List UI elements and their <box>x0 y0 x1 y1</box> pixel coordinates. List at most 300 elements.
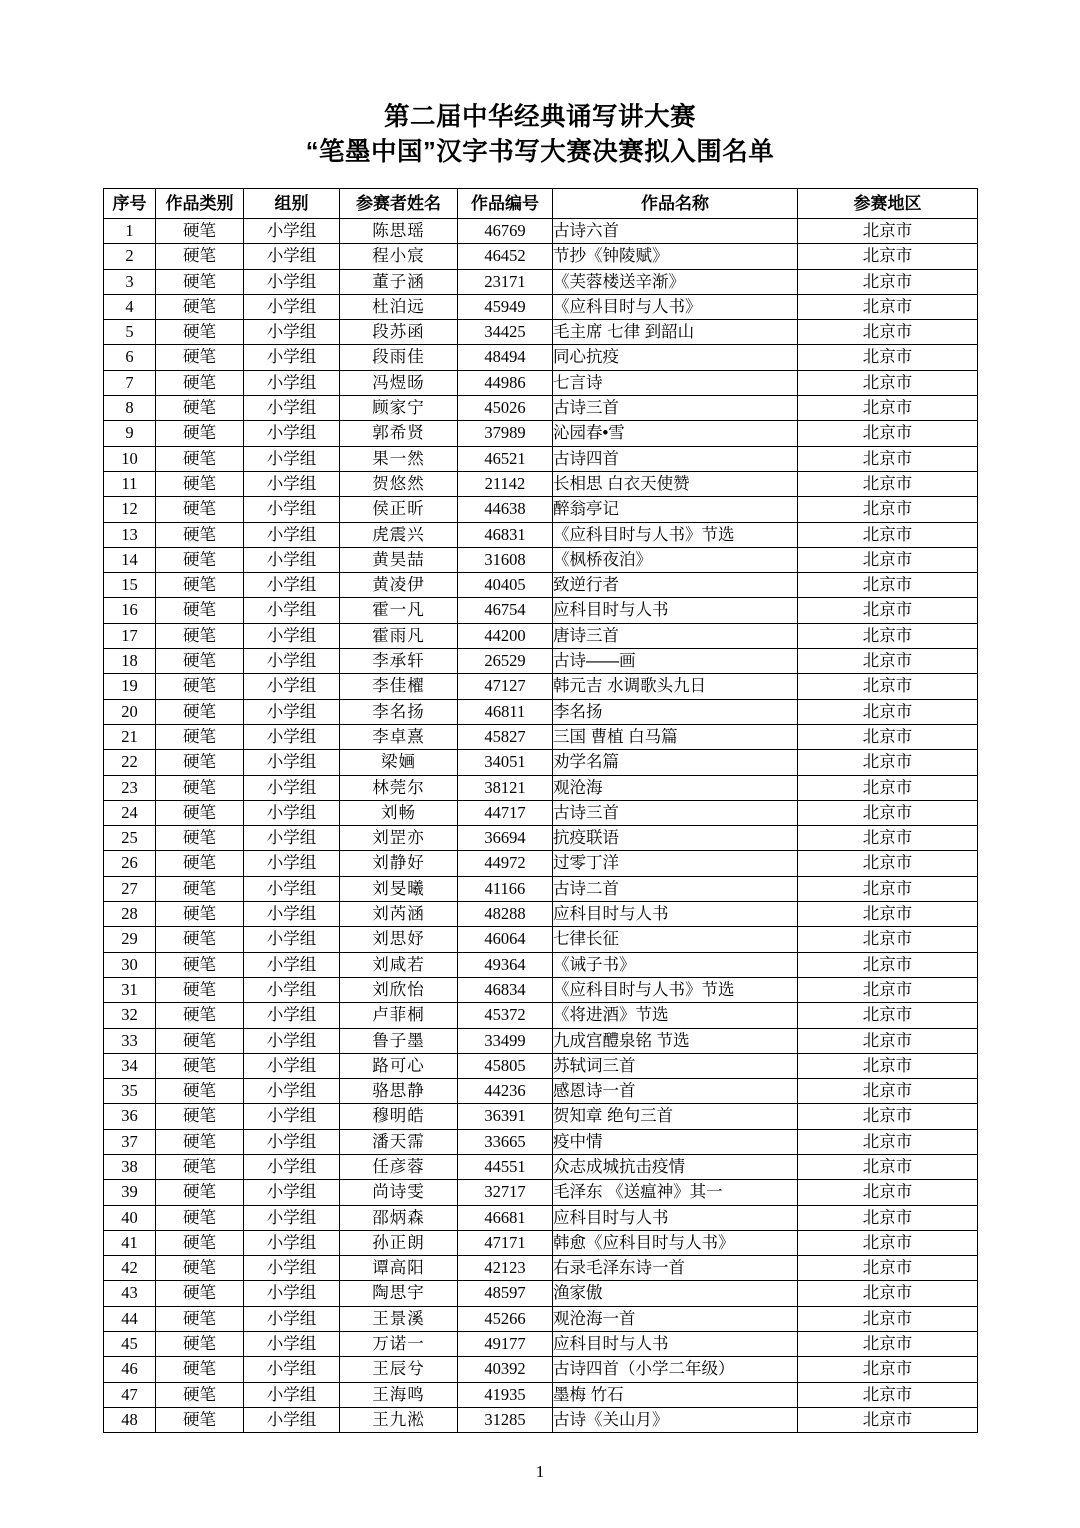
column-header-group: 组别 <box>244 189 340 219</box>
cell-group: 小学组 <box>244 826 340 851</box>
cell-index: 36 <box>104 1104 156 1129</box>
cell-code: 21142 <box>458 471 553 496</box>
table-row <box>104 750 978 775</box>
cell-name: 王九淞 <box>340 1407 458 1432</box>
cell-area: 北京市 <box>798 1053 978 1078</box>
cell-category: 硬笔 <box>156 320 244 345</box>
table-row <box>104 1230 978 1255</box>
cell-group: 小学组 <box>244 1205 340 1230</box>
cell-code: 44986 <box>458 370 553 395</box>
column-header-area: 参赛地区 <box>798 189 978 219</box>
cell-code: 44200 <box>458 623 553 648</box>
cell-index: 47 <box>104 1382 156 1407</box>
cell-work: 应科目时与人书 <box>553 598 798 623</box>
cell-code: 46521 <box>458 446 553 471</box>
cell-work: 致逆行者 <box>553 573 798 598</box>
cell-name: 刘思妤 <box>340 927 458 952</box>
cell-index: 48 <box>104 1407 156 1432</box>
table-row <box>104 927 978 952</box>
cell-category: 硬笔 <box>156 1180 244 1205</box>
cell-category: 硬笔 <box>156 522 244 547</box>
cell-group: 小学组 <box>244 573 340 598</box>
cell-work: 《芙蓉楼送辛渐》 <box>553 269 798 294</box>
cell-code: 46681 <box>458 1205 553 1230</box>
cell-code: 45827 <box>458 724 553 749</box>
cell-name: 段苏函 <box>340 320 458 345</box>
cell-code: 45266 <box>458 1306 553 1331</box>
table-row <box>104 1180 978 1205</box>
cell-area: 北京市 <box>798 977 978 1002</box>
cell-index: 17 <box>104 623 156 648</box>
cell-name: 刘畅 <box>340 800 458 825</box>
cell-name: 郭希贤 <box>340 421 458 446</box>
cell-work: 毛泽东 《送瘟神》其一 <box>553 1180 798 1205</box>
cell-index: 41 <box>104 1230 156 1255</box>
table-header-row <box>104 189 978 219</box>
cell-code: 38121 <box>458 775 553 800</box>
cell-area: 北京市 <box>798 522 978 547</box>
cell-code: 46769 <box>458 219 553 244</box>
cell-area: 北京市 <box>798 598 978 623</box>
cell-work: 抗疫联语 <box>553 826 798 851</box>
table-row <box>104 851 978 876</box>
cell-work: 李名扬 <box>553 699 798 724</box>
cell-index: 38 <box>104 1154 156 1179</box>
cell-work: 《诫子书》 <box>553 952 798 977</box>
table-row <box>104 1306 978 1331</box>
cell-code: 26529 <box>458 649 553 674</box>
cell-area: 北京市 <box>798 219 978 244</box>
cell-category: 硬笔 <box>156 1053 244 1078</box>
table-row <box>104 775 978 800</box>
cell-area: 北京市 <box>798 902 978 927</box>
page-title-line-1: 第二届中华经典诵写讲大赛 <box>383 103 696 131</box>
cell-group: 小学组 <box>244 1003 340 1028</box>
cell-name: 程小宸 <box>340 244 458 269</box>
cell-index: 25 <box>104 826 156 851</box>
table-row <box>104 1332 978 1357</box>
cell-category: 硬笔 <box>156 446 244 471</box>
table-row <box>104 826 978 851</box>
table-row <box>104 294 978 319</box>
cell-code: 37989 <box>458 421 553 446</box>
cell-name: 刘芮涵 <box>340 902 458 927</box>
cell-index: 27 <box>104 876 156 901</box>
cell-index: 22 <box>104 750 156 775</box>
cell-code: 48288 <box>458 902 553 927</box>
cell-index: 14 <box>104 547 156 572</box>
table-row <box>104 1407 978 1432</box>
cell-index: 31 <box>104 977 156 1002</box>
cell-area: 北京市 <box>798 649 978 674</box>
table-row <box>104 699 978 724</box>
cell-area: 北京市 <box>798 471 978 496</box>
cell-work: 三国 曹植 白马篇 <box>553 724 798 749</box>
cell-work: 沁园春•雪 <box>553 421 798 446</box>
cell-code: 31285 <box>458 1407 553 1432</box>
cell-code: 44717 <box>458 800 553 825</box>
cell-work: 古诗二首 <box>553 876 798 901</box>
table-row <box>104 396 978 421</box>
cell-area: 北京市 <box>798 1028 978 1053</box>
cell-work: 应科目时与人书 <box>553 902 798 927</box>
cell-area: 北京市 <box>798 244 978 269</box>
cell-name: 邵炳森 <box>340 1205 458 1230</box>
cell-group: 小学组 <box>244 1180 340 1205</box>
cell-area: 北京市 <box>798 269 978 294</box>
cell-index: 35 <box>104 1079 156 1104</box>
cell-area: 北京市 <box>798 952 978 977</box>
cell-code: 36694 <box>458 826 553 851</box>
cell-group: 小学组 <box>244 1104 340 1129</box>
cell-index: 13 <box>104 522 156 547</box>
cell-name: 李佳櫂 <box>340 674 458 699</box>
cell-work: 毛主席 七律 到韶山 <box>553 320 798 345</box>
cell-group: 小学组 <box>244 522 340 547</box>
cell-code: 32717 <box>458 1180 553 1205</box>
cell-category: 硬笔 <box>156 750 244 775</box>
cell-area: 北京市 <box>798 1357 978 1382</box>
cell-index: 46 <box>104 1357 156 1382</box>
cell-code: 45026 <box>458 396 553 421</box>
cell-area: 北京市 <box>798 320 978 345</box>
cell-area: 北京市 <box>798 927 978 952</box>
cell-index: 40 <box>104 1205 156 1230</box>
cell-code: 34051 <box>458 750 553 775</box>
roster-table <box>103 188 978 1433</box>
cell-index: 24 <box>104 800 156 825</box>
table-row <box>104 623 978 648</box>
cell-name: 霍雨凡 <box>340 623 458 648</box>
cell-group: 小学组 <box>244 851 340 876</box>
cell-index: 29 <box>104 927 156 952</box>
cell-code: 47127 <box>458 674 553 699</box>
cell-index: 4 <box>104 294 156 319</box>
cell-work: 众志成城抗击疫情 <box>553 1154 798 1179</box>
cell-name: 鲁子墨 <box>340 1028 458 1053</box>
cell-code: 46811 <box>458 699 553 724</box>
cell-group: 小学组 <box>244 902 340 927</box>
cell-work: 贺知章 绝句三首 <box>553 1104 798 1129</box>
cell-group: 小学组 <box>244 294 340 319</box>
cell-area: 北京市 <box>798 1230 978 1255</box>
cell-category: 硬笔 <box>156 724 244 749</box>
cell-index: 37 <box>104 1129 156 1154</box>
cell-group: 小学组 <box>244 370 340 395</box>
cell-work: 感恩诗一首 <box>553 1079 798 1104</box>
cell-code: 45805 <box>458 1053 553 1078</box>
cell-code: 47171 <box>458 1230 553 1255</box>
roster-table-body <box>104 219 978 1433</box>
cell-name: 王辰兮 <box>340 1357 458 1382</box>
table-row <box>104 370 978 395</box>
cell-group: 小学组 <box>244 1154 340 1179</box>
cell-code: 46831 <box>458 522 553 547</box>
cell-name: 刘罡亦 <box>340 826 458 851</box>
cell-category: 硬笔 <box>156 1281 244 1306</box>
cell-name: 虎震兴 <box>340 522 458 547</box>
cell-code: 46754 <box>458 598 553 623</box>
cell-index: 7 <box>104 370 156 395</box>
cell-index: 1 <box>104 219 156 244</box>
cell-category: 硬笔 <box>156 699 244 724</box>
table-row <box>104 724 978 749</box>
cell-name: 王景溪 <box>340 1306 458 1331</box>
cell-name: 陈思瑶 <box>340 219 458 244</box>
table-row <box>104 902 978 927</box>
cell-name: 潘天霈 <box>340 1129 458 1154</box>
cell-work: 疫中情 <box>553 1129 798 1154</box>
cell-index: 23 <box>104 775 156 800</box>
cell-code: 40392 <box>458 1357 553 1382</box>
cell-category: 硬笔 <box>156 244 244 269</box>
cell-category: 硬笔 <box>156 573 244 598</box>
cell-index: 21 <box>104 724 156 749</box>
cell-category: 硬笔 <box>156 1104 244 1129</box>
cell-work: 古诗四首（小学二年级） <box>553 1357 798 1382</box>
cell-index: 32 <box>104 1003 156 1028</box>
cell-area: 北京市 <box>798 826 978 851</box>
cell-group: 小学组 <box>244 1382 340 1407</box>
cell-area: 北京市 <box>798 294 978 319</box>
table-row <box>104 1129 978 1154</box>
column-header-code: 作品编号 <box>458 189 553 219</box>
cell-index: 5 <box>104 320 156 345</box>
cell-work: 过零丁洋 <box>553 851 798 876</box>
table-row <box>104 1281 978 1306</box>
cell-area: 北京市 <box>798 800 978 825</box>
cell-category: 硬笔 <box>156 421 244 446</box>
cell-area: 北京市 <box>798 750 978 775</box>
cell-name: 陶思宇 <box>340 1281 458 1306</box>
cell-group: 小学组 <box>244 775 340 800</box>
cell-category: 硬笔 <box>156 1003 244 1028</box>
cell-code: 44236 <box>458 1079 553 1104</box>
cell-name: 万诺一 <box>340 1332 458 1357</box>
cell-index: 26 <box>104 851 156 876</box>
table-row <box>104 1028 978 1053</box>
table-row <box>104 1053 978 1078</box>
cell-group: 小学组 <box>244 1079 340 1104</box>
cell-category: 硬笔 <box>156 623 244 648</box>
cell-work: 韩愈《应科目时与人书》 <box>553 1230 798 1255</box>
cell-name: 贺悠然 <box>340 471 458 496</box>
cell-group: 小学组 <box>244 649 340 674</box>
cell-group: 小学组 <box>244 1053 340 1078</box>
table-row <box>104 547 978 572</box>
cell-category: 硬笔 <box>156 219 244 244</box>
table-row <box>104 1003 978 1028</box>
cell-group: 小学组 <box>244 1281 340 1306</box>
cell-category: 硬笔 <box>156 902 244 927</box>
cell-code: 45949 <box>458 294 553 319</box>
cell-index: 45 <box>104 1332 156 1357</box>
cell-name: 李名扬 <box>340 699 458 724</box>
cell-code: 31608 <box>458 547 553 572</box>
cell-index: 11 <box>104 471 156 496</box>
column-header-category: 作品类别 <box>156 189 244 219</box>
cell-work: 古诗《关山月》 <box>553 1407 798 1432</box>
cell-group: 小学组 <box>244 876 340 901</box>
cell-area: 北京市 <box>798 674 978 699</box>
cell-group: 小学组 <box>244 977 340 1002</box>
cell-group: 小学组 <box>244 1028 340 1053</box>
cell-work: 古诗三首 <box>553 800 798 825</box>
table-row <box>104 1079 978 1104</box>
cell-name: 尚诗雯 <box>340 1180 458 1205</box>
cell-name: 刘旻曦 <box>340 876 458 901</box>
cell-area: 北京市 <box>798 1129 978 1154</box>
cell-category: 硬笔 <box>156 345 244 370</box>
cell-work: 七律长征 <box>553 927 798 952</box>
cell-index: 12 <box>104 497 156 522</box>
cell-category: 硬笔 <box>156 497 244 522</box>
cell-work: 墨梅 竹石 <box>553 1382 798 1407</box>
cell-category: 硬笔 <box>156 269 244 294</box>
cell-group: 小学组 <box>244 345 340 370</box>
cell-category: 硬笔 <box>156 598 244 623</box>
cell-code: 41166 <box>458 876 553 901</box>
cell-category: 硬笔 <box>156 977 244 1002</box>
cell-group: 小学组 <box>244 1357 340 1382</box>
cell-index: 28 <box>104 902 156 927</box>
cell-group: 小学组 <box>244 952 340 977</box>
cell-group: 小学组 <box>244 598 340 623</box>
cell-name: 林莞尔 <box>340 775 458 800</box>
cell-work: 《应科目时与人书》节选 <box>553 977 798 1002</box>
cell-category: 硬笔 <box>156 1154 244 1179</box>
cell-category: 硬笔 <box>156 1407 244 1432</box>
table-row <box>104 876 978 901</box>
cell-area: 北京市 <box>798 421 978 446</box>
cell-name: 穆明皓 <box>340 1104 458 1129</box>
cell-name: 孙正朗 <box>340 1230 458 1255</box>
cell-name: 黄昊喆 <box>340 547 458 572</box>
cell-index: 15 <box>104 573 156 598</box>
cell-category: 硬笔 <box>156 294 244 319</box>
cell-code: 44638 <box>458 497 553 522</box>
cell-group: 小学组 <box>244 1407 340 1432</box>
cell-code: 33499 <box>458 1028 553 1053</box>
cell-work: 古诗六首 <box>553 219 798 244</box>
table-row <box>104 1104 978 1129</box>
table-row <box>104 244 978 269</box>
cell-work: 应科目时与人书 <box>553 1332 798 1357</box>
cell-category: 硬笔 <box>156 370 244 395</box>
cell-work: 渔家傲 <box>553 1281 798 1306</box>
cell-area: 北京市 <box>798 623 978 648</box>
cell-name: 卢菲桐 <box>340 1003 458 1028</box>
cell-code: 46064 <box>458 927 553 952</box>
cell-index: 6 <box>104 345 156 370</box>
cell-category: 硬笔 <box>156 800 244 825</box>
cell-category: 硬笔 <box>156 876 244 901</box>
cell-area: 北京市 <box>798 1154 978 1179</box>
cell-area: 北京市 <box>798 345 978 370</box>
cell-code: 36391 <box>458 1104 553 1129</box>
table-row <box>104 421 978 446</box>
cell-category: 硬笔 <box>156 952 244 977</box>
cell-name: 路可心 <box>340 1053 458 1078</box>
cell-code: 44972 <box>458 851 553 876</box>
cell-code: 49177 <box>458 1332 553 1357</box>
cell-index: 18 <box>104 649 156 674</box>
cell-work: 《枫桥夜泊》 <box>553 547 798 572</box>
table-row <box>104 952 978 977</box>
column-header-name: 参赛者姓名 <box>340 189 458 219</box>
cell-group: 小学组 <box>244 927 340 952</box>
table-row <box>104 674 978 699</box>
cell-category: 硬笔 <box>156 1357 244 1382</box>
cell-group: 小学组 <box>244 269 340 294</box>
cell-code: 48494 <box>458 345 553 370</box>
cell-index: 42 <box>104 1256 156 1281</box>
cell-group: 小学组 <box>244 1332 340 1357</box>
cell-group: 小学组 <box>244 421 340 446</box>
table-row <box>104 446 978 471</box>
cell-area: 北京市 <box>798 1332 978 1357</box>
cell-work: 节抄《钟陵赋》 <box>553 244 798 269</box>
cell-index: 44 <box>104 1306 156 1331</box>
cell-area: 北京市 <box>798 1382 978 1407</box>
roster-table-head <box>104 189 978 219</box>
cell-group: 小学组 <box>244 497 340 522</box>
cell-area: 北京市 <box>798 1256 978 1281</box>
cell-area: 北京市 <box>798 775 978 800</box>
cell-area: 北京市 <box>798 573 978 598</box>
cell-category: 硬笔 <box>156 927 244 952</box>
cell-code: 41935 <box>458 1382 553 1407</box>
cell-category: 硬笔 <box>156 547 244 572</box>
cell-group: 小学组 <box>244 674 340 699</box>
cell-index: 33 <box>104 1028 156 1053</box>
table-row <box>104 649 978 674</box>
table-row <box>104 219 978 244</box>
cell-group: 小学组 <box>244 1129 340 1154</box>
page-number: 1 <box>535 1462 545 1481</box>
cell-work: 《应科目时与人书》 <box>553 294 798 319</box>
cell-area: 北京市 <box>798 724 978 749</box>
cell-name: 顾家宁 <box>340 396 458 421</box>
table-row <box>104 1256 978 1281</box>
cell-area: 北京市 <box>798 497 978 522</box>
cell-index: 34 <box>104 1053 156 1078</box>
cell-area: 北京市 <box>798 876 978 901</box>
cell-group: 小学组 <box>244 1306 340 1331</box>
page-title-line-2: “笔墨中国”汉字书写大赛决赛拟入围名单 <box>305 138 775 166</box>
cell-name: 果一然 <box>340 446 458 471</box>
cell-group: 小学组 <box>244 244 340 269</box>
cell-index: 20 <box>104 699 156 724</box>
cell-category: 硬笔 <box>156 1306 244 1331</box>
cell-work: 观沧海一首 <box>553 1306 798 1331</box>
cell-work: 右录毛泽东诗一首 <box>553 1256 798 1281</box>
cell-group: 小学组 <box>244 219 340 244</box>
cell-work: 九成宫醴泉铭 节选 <box>553 1028 798 1053</box>
table-row <box>104 320 978 345</box>
cell-group: 小学组 <box>244 623 340 648</box>
cell-category: 硬笔 <box>156 396 244 421</box>
table-row <box>104 471 978 496</box>
cell-work: 应科目时与人书 <box>553 1205 798 1230</box>
cell-name: 侯正昕 <box>340 497 458 522</box>
table-row <box>104 977 978 1002</box>
cell-name: 骆思静 <box>340 1079 458 1104</box>
cell-work: 古诗三首 <box>553 396 798 421</box>
cell-category: 硬笔 <box>156 1256 244 1281</box>
cell-name: 董子涵 <box>340 269 458 294</box>
cell-work: 古诗四首 <box>553 446 798 471</box>
